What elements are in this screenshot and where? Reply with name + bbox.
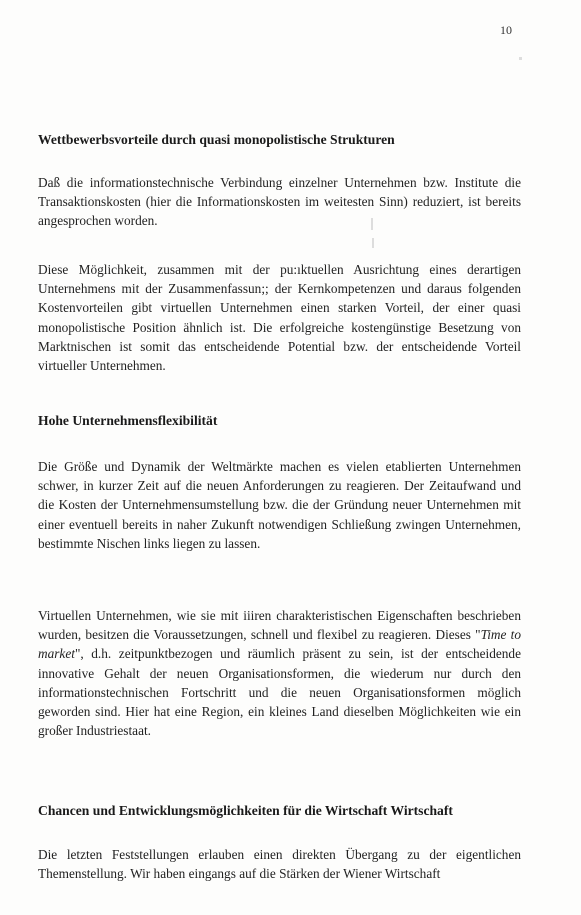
section-heading-wettbewerbsvorteile: Wettbewerbsvorteile durch quasi monopolistische Strukturen [38, 132, 395, 147]
scan-artifact [519, 57, 522, 60]
section-heading-flexibilitaet: Hohe Unternehmensflexibilität [38, 413, 218, 428]
scan-artifact [371, 218, 373, 230]
scan-artifact [372, 238, 374, 248]
paragraph-time-to-market [38, 606, 521, 740]
paragraph: Die Größe und Dynamik der Weltmärkte machen es vielen etablierten Unternehmen schwer, in kurzer Zeit auf die neuen Anforderungen zu reagieren. Der Zeitaufwand und die Kosten der Unternehmensumstellung bzw. die der Gründung neuer Unternehmen mit einer eventuell bereits in naher Zukunft notwendigen Schließung zwingen Unternehmen, bestimmte Nischen links liegen zu lassen. [38, 459, 521, 551]
paragraph: Daß die informationstechnische Verbindung einzelner Unternehmen bzw. Institute die Transaktionskosten (hier die Informationskosten im weitesten Sinn) reduziert, ist bereits angesprochen worden. [38, 175, 521, 229]
paragraph-text: Virtuellen Unternehmen, wie sie mit iiiren charakteristischen Eigenschaften beschrieben wurden, besitzen die Voraussetzungen, schnell und flexibel zu reagieren. Dieses " [38, 608, 521, 643]
page-number: 10 [500, 23, 512, 37]
paragraph-text: ", d.h. zeitpunktbezogen und räumlich präsent zu sein, ist der entscheidende innovative Gehalt der neuen Organisationsformen, die wiederum nur durch den informationstechnischen Fortschritt und die neuen Organisationsformen möglich geworden sind. Hier hat eine Region, ein kleines Land dieselben Möglichkeiten wie ein großer Industriestaat. [38, 646, 521, 739]
section-heading-chancen: Chancen und Entwicklungsmöglichkeiten für die Wirtschaft Wirtschaft [38, 803, 453, 818]
emphasis-time-to-market: Time to market [38, 627, 521, 662]
paragraph: Diese Möglichkeit, zusammen mit der pu:ıktuellen Ausrichtung eines derartigen Unternehmens mit der Zusammenfassun;; der Kernkompetenzen und daraus folgenden Kostenvorteilen gibt virtuellen Unternehmen einen starken Vorteil, der einer quasi monopolistische Position ähnlich ist. Die erfolgreiche kostengünstige Besetzung von Marktnischen ist somit das entscheidende Potential bzw. der entscheidende Vorteil virtueller Unternehmen. [38, 262, 521, 374]
paragraph: Die letzten Feststellungen erlauben einen direkten Übergang zu der eigentlichen Themenstellung. Wir haben eingangs auf die Stärken der Wiener Wirtschaft [38, 847, 521, 882]
